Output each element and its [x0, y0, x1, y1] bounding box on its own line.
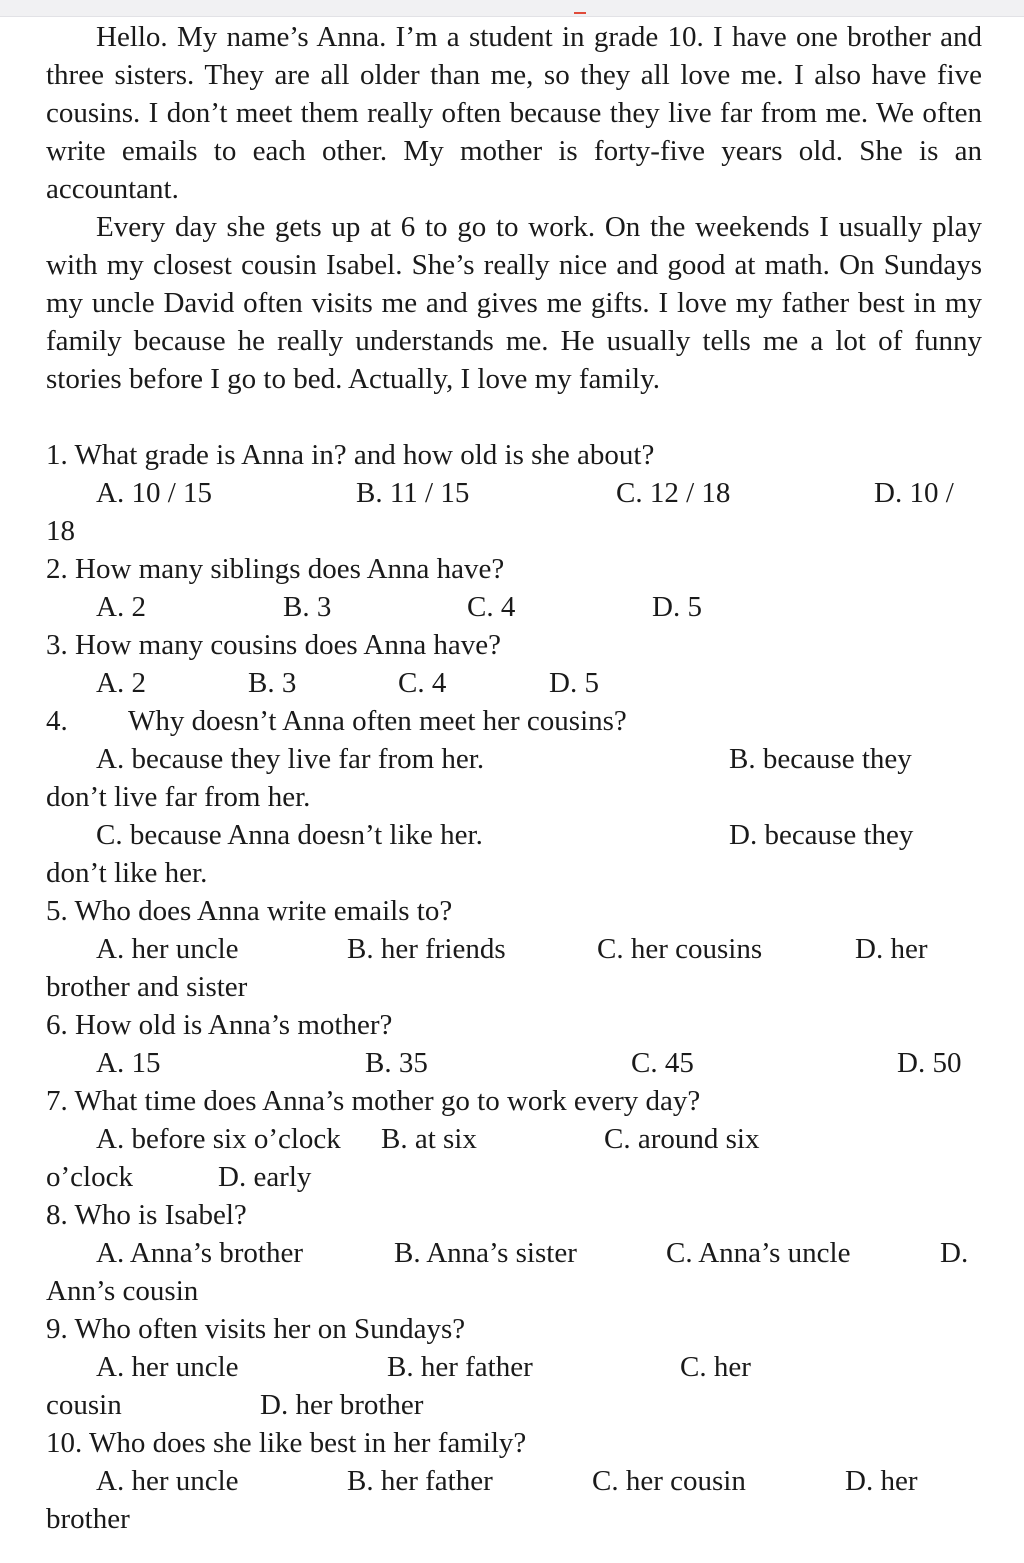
question-6-options — [46, 1044, 982, 1082]
q1-option-a: A. 10 / 15 — [96, 477, 212, 509]
q7-option-b: B. at six — [381, 1123, 477, 1155]
q4-option-b-continued: don’t live far from her. — [46, 781, 311, 813]
q6-option-d: D. 50 — [897, 1047, 962, 1079]
question-8: 8. Who is Isabel? — [46, 1199, 247, 1231]
question-3: 3. How many cousins does Anna have? — [46, 629, 502, 661]
question-4-number: 4. — [46, 705, 68, 737]
q5-option-d-continued: brother and sister — [46, 971, 248, 1003]
q3-option-b: B. 3 — [248, 667, 297, 699]
question-7: 7. What time does Anna’s mother go to work every day? — [46, 1085, 701, 1117]
q3-option-c: C. 4 — [398, 667, 447, 699]
question-3-options — [46, 664, 982, 702]
question-9: 9. Who often visits her on Sundays? — [46, 1313, 466, 1345]
q7-option-d: D. early — [218, 1161, 312, 1193]
q9-option-a: A. her uncle — [96, 1351, 239, 1383]
q4-option-a: A. because they live far from her. — [96, 743, 485, 775]
q2-option-d: D. 5 — [652, 591, 702, 623]
q5-option-a: A. her uncle — [96, 933, 239, 965]
q4-option-c: C. because Anna doesn’t like her. — [96, 819, 483, 851]
question-4-options-cd — [46, 816, 982, 854]
q6-option-a: A. 15 — [96, 1047, 161, 1079]
question-4-options-ab — [46, 740, 982, 778]
q7-option-c: C. around six — [604, 1123, 760, 1155]
question-5-options — [46, 930, 982, 968]
q7-option-c-continued: o’clock — [46, 1161, 133, 1193]
q10-option-c: C. her cousin — [592, 1465, 746, 1497]
q2-option-b: B. 3 — [283, 591, 332, 623]
q9-option-b: B. her father — [387, 1351, 533, 1383]
question-9-options-continued — [46, 1386, 982, 1424]
question-1: 1. What grade is Anna in? and how old is she about? — [46, 439, 655, 471]
q4-option-d: D. because they — [729, 819, 914, 851]
question-10: 10. Who does she like best in her family? — [46, 1427, 527, 1459]
q3-option-d: D. 5 — [549, 667, 599, 699]
passage-paragraph-2: Every day she gets up at 6 to go to work. On the weekends I usually play with my closest cousin Isabel. She’s really nice and good at math. On Sundays my uncle David often visits me and gives me gifts. I love my father best in my family because he really understands me. He usually tells me a lot of funny stories before I go to bed. Actually, I love my family. — [46, 211, 982, 395]
question-2: 2. How many siblings does Anna have? — [46, 553, 505, 585]
q8-option-d-continued: Ann’s cousin — [46, 1275, 199, 1307]
q6-option-c: C. 45 — [631, 1047, 694, 1079]
q4-option-b: B. because they — [729, 743, 912, 775]
q1-option-c: C. 12 / 18 — [616, 477, 731, 509]
q7-option-a: A. before six o’clock — [96, 1123, 341, 1155]
q1-option-d: D. 10 / — [874, 477, 954, 509]
q5-option-d: D. her — [855, 933, 928, 965]
document-page — [46, 18, 982, 1538]
q9-option-d: D. her brother — [260, 1389, 424, 1421]
q6-option-b: B. 35 — [365, 1047, 428, 1079]
question-2-options — [46, 588, 982, 626]
q8-option-a: A. Anna’s brother — [96, 1237, 303, 1269]
q10-option-b: B. her father — [347, 1465, 493, 1497]
q1-option-b: B. 11 / 15 — [356, 477, 470, 509]
q10-option-a: A. her uncle — [96, 1465, 239, 1497]
q4-option-d-continued: don’t like her. — [46, 857, 208, 889]
q1-option-d-continued: 18 — [46, 515, 75, 547]
q10-option-d: D. her — [845, 1465, 918, 1497]
question-4-text: Why doesn’t Anna often meet her cousins? — [128, 705, 627, 737]
q8-option-d: D. — [940, 1237, 969, 1269]
spacer — [46, 398, 982, 436]
question-4 — [46, 702, 982, 740]
q8-option-c: C. Anna’s uncle — [666, 1237, 851, 1269]
red-mark — [574, 12, 586, 14]
q9-option-c: C. her — [680, 1351, 751, 1383]
question-7-options — [46, 1120, 982, 1158]
window-top-bar — [0, 0, 1024, 17]
question-8-options — [46, 1234, 982, 1272]
question-5: 5. Who does Anna write emails to? — [46, 895, 453, 927]
q5-option-b: B. her friends — [347, 933, 506, 965]
question-6: 6. How old is Anna’s mother? — [46, 1009, 393, 1041]
q10-option-d-continued: brother — [46, 1503, 130, 1535]
q3-option-a: A. 2 — [96, 667, 146, 699]
question-7-options-continued — [46, 1158, 982, 1196]
q9-option-c-continued: cousin — [46, 1389, 122, 1421]
question-9-options — [46, 1348, 982, 1386]
q8-option-b: B. Anna’s sister — [394, 1237, 577, 1269]
q5-option-c: C. her cousins — [597, 933, 763, 965]
q2-option-a: A. 2 — [96, 591, 146, 623]
q2-option-c: C. 4 — [467, 591, 516, 623]
question-10-options — [46, 1462, 982, 1500]
question-1-options — [46, 474, 982, 512]
passage-paragraph-1: Hello. My name’s Anna. I’m a student in grade 10. I have one brother and three sisters. They are all older than me, so they all love me. I also have five cousins. I don’t meet them really often because they live far from me. We often write emails to each other. My mother is forty-five years old. She is an accountant. — [46, 21, 982, 205]
